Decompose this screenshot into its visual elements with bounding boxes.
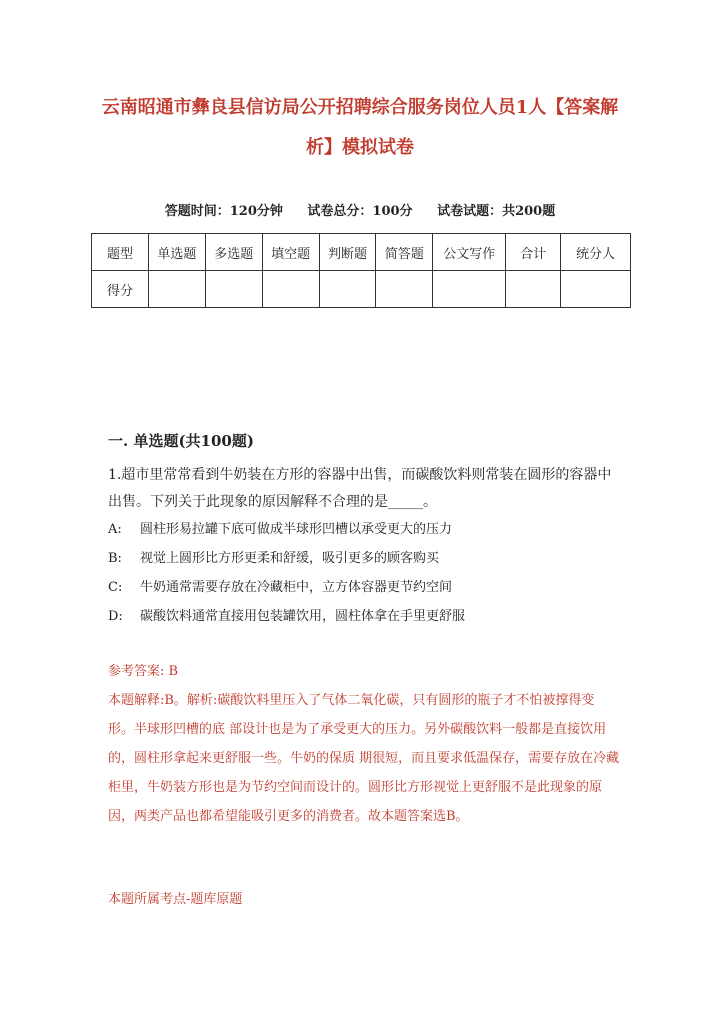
score-cell bbox=[506, 271, 561, 308]
section-title: 一. 单选题(共100题) bbox=[108, 432, 254, 450]
option-text: 圆柱形易拉罐下底可做成半球形凹槽以承受更大的压力 bbox=[140, 522, 453, 537]
score-row bbox=[92, 271, 631, 308]
option-text: 碳酸饮料通常直接用包装罐饮用，圆柱体拿在手里更舒服 bbox=[140, 609, 466, 624]
option-text: 视觉上圆形比方形更柔和舒缓，吸引更多的顾客购买 bbox=[140, 551, 440, 566]
option-list bbox=[108, 515, 620, 631]
header-cell: 多选题 bbox=[205, 234, 262, 271]
question-text: 1.超市里常常看到牛奶装在方形的容器中出售，而碳酸饮料则常装在圆形的容器中出售。下列关于此现象的原因解释不合理的是_____。 bbox=[108, 467, 612, 510]
exam-meta bbox=[90, 200, 630, 219]
option-letter: B: bbox=[108, 551, 122, 566]
option-letter: A: bbox=[108, 522, 122, 537]
score-cell bbox=[262, 271, 319, 308]
header-cell: 题型 bbox=[92, 234, 149, 271]
option-letter: C: bbox=[108, 580, 123, 595]
knowledge-point: 本题所属考点-题库原题 bbox=[108, 892, 243, 907]
score-cell bbox=[376, 271, 433, 308]
option-b bbox=[108, 544, 620, 573]
exam-time: 答题时间：120分钟 bbox=[164, 204, 283, 219]
option-text: 牛奶通常需要存放在冷藏柜中，立方体容器更节约空间 bbox=[140, 580, 453, 595]
header-cell: 判断题 bbox=[319, 234, 376, 271]
header-cell: 公文写作 bbox=[433, 234, 506, 271]
document-title: 云南昭通市彝良县信访局公开招聘综合服务岗位人员1人【答案解析】模拟试卷 bbox=[101, 97, 619, 158]
option-a bbox=[108, 515, 620, 544]
header-cell: 合计 bbox=[506, 234, 561, 271]
option-letter: D: bbox=[108, 609, 123, 624]
header-cell: 简答题 bbox=[376, 234, 433, 271]
exam-total: 试卷总分：100分 bbox=[307, 204, 413, 219]
score-cell bbox=[205, 271, 262, 308]
reference-answer: 参考答案: B bbox=[108, 664, 179, 679]
score-cell bbox=[319, 271, 376, 308]
header-cell: 填空题 bbox=[262, 234, 319, 271]
exam-count: 试卷试题：共200题 bbox=[437, 204, 556, 219]
score-cell bbox=[561, 271, 631, 308]
option-d bbox=[108, 602, 620, 631]
header-cell: 统分人 bbox=[561, 234, 631, 271]
score-cell bbox=[433, 271, 506, 308]
option-c bbox=[108, 573, 620, 602]
score-cell bbox=[148, 271, 205, 308]
score-header-row bbox=[92, 234, 631, 271]
answer-explanation: 本题解释:B。解析:碳酸饮料里压入了气体二氧化碳，只有圆形的瓶子才不怕被撑得变形。半球形凹槽的底 部设计也是为了承受更大的压力。另外碳酸饮料一般都是直接饮用的，圆柱形拿起来更舒服一些。牛奶的保质 期很短，而且要求低温保存，需要存放在冷藏柜里，牛奶装方形也是为节约空间而设计的。圆形比方形视觉上更舒服不是此现象的原因，两类产品也都希望能吸引更多的消费者。故本题答案选B。 bbox=[108, 693, 620, 824]
score-table bbox=[91, 233, 631, 308]
row-label: 得分 bbox=[92, 271, 149, 308]
header-cell: 单选题 bbox=[148, 234, 205, 271]
